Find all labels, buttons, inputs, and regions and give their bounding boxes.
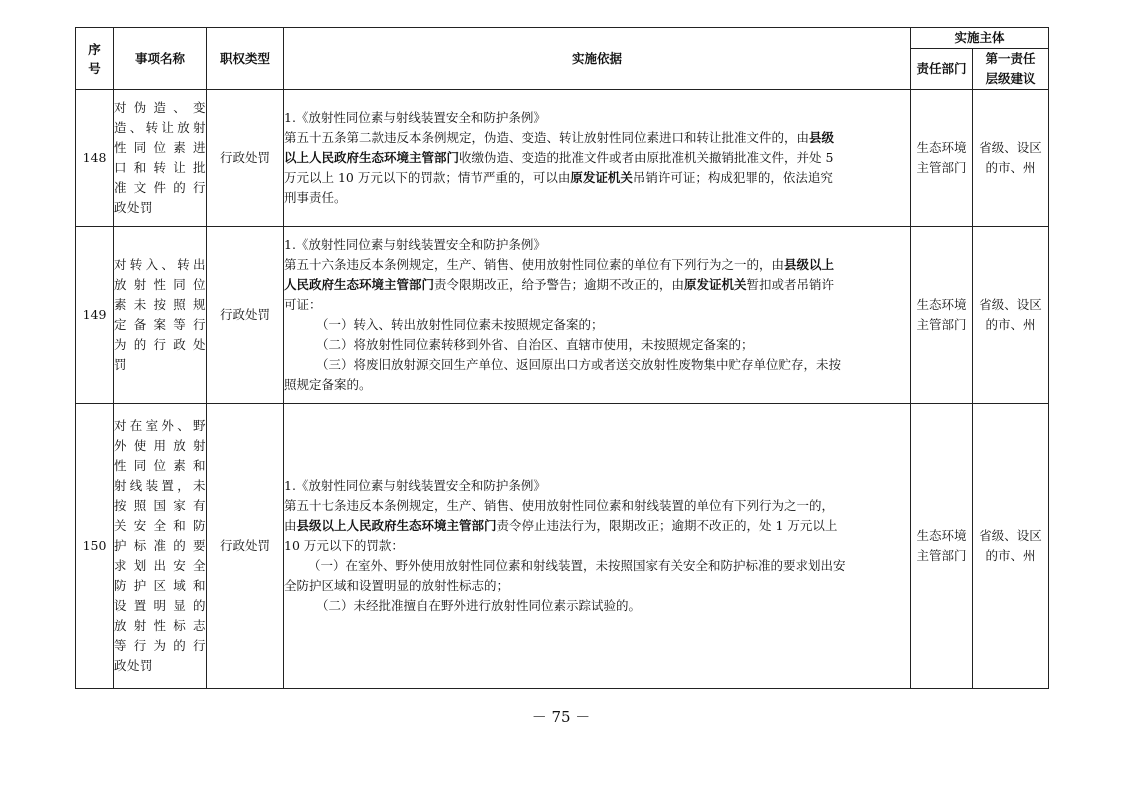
item-name-line: 放射性标志 (114, 618, 206, 633)
table-row (76, 90, 1049, 227)
header-subject-group: 实施主体 (911, 28, 1049, 49)
basis-line: 以上人民政府生态环境主管部门收缴伪造、变造的批准文件或者由原批准机关撤销批准文件，并处 5 (284, 150, 834, 165)
item-name-line: 造、转让放射 (114, 120, 206, 135)
row-number: 148 (76, 90, 114, 227)
basis-line: 1.《放射性同位素与射线装置安全和防护条例》 (284, 478, 546, 493)
item-name-line: 防护区域和 (114, 578, 206, 593)
item-name-line: 按照国家有 (114, 498, 206, 513)
row-number: 150 (76, 404, 114, 689)
basis-line: （一）转入、转出放射性同位素未按照规定备案的； (316, 317, 604, 332)
item-name-line: 政处罚 (114, 658, 154, 673)
responsible-dept: 生态环境 主管部门 (911, 90, 973, 227)
item-name (114, 227, 207, 404)
basis-text (284, 227, 911, 404)
basis-line: 照规定备案的。 (284, 377, 372, 392)
basis-line: 由县级以上人民政府生态环境主管部门责令停止违法行为，限期改正；逾期不改正的，处 1 万元以上 (284, 518, 838, 533)
item-name-line: 罚 (114, 357, 128, 372)
responsibility-level: 省级、设区 的市、州 (973, 90, 1049, 227)
item-name-line: 政处罚 (114, 200, 154, 215)
basis-line: 第五十六条违反本条例规定，生产、销售、使用放射性同位素的单位有下列行为之一的，由县级以上 (284, 257, 835, 272)
item-name-line: 求划出安全 (114, 558, 206, 573)
item-name-line: 设置明显的 (114, 598, 206, 613)
header-level (973, 49, 1049, 90)
item-name-line: 性同位素和 (114, 458, 206, 473)
power-type: 行政处罚 (207, 90, 284, 227)
basis-line: 万元以上 10 万元以下的罚款；情节严重的，可以由原发证机关吊销许可证；构成犯罪的，依法追究 (284, 170, 833, 185)
item-name (114, 404, 207, 689)
basis-line: （一）在室外、野外使用放射性同位素和射线装置，未按照国家有关安全和防护标准的要求划出安 (308, 558, 846, 573)
responsible-dept: 生态环境 主管部门 (911, 404, 973, 689)
header-seq-line2: 号 (88, 60, 101, 76)
basis-line: 第五十五条第二款违反本条例规定，伪造、变造、转让放射性同位素进口和转让批准文件的，由县级 (284, 130, 835, 145)
basis-line: 10 万元以下的罚款： (284, 538, 404, 553)
basis-line: 全防护区域和设置明显的放射性标志的； (284, 578, 510, 593)
item-name-line: 定备案等行 (114, 317, 206, 332)
basis-line: （三）将废旧放射源交回生产单位、返回原出口方或者送交放射性废物集中贮存单位贮存，未按 (316, 357, 842, 372)
basis-line: （二）未经批准擅自在野外进行放射性同位素示踪试验的。 (316, 598, 642, 613)
basis-text (284, 404, 911, 689)
header-seq (76, 28, 114, 90)
row-number: 149 (76, 227, 114, 404)
basis-line: 第五十七条违反本条例规定，生产、销售、使用放射性同位素和射线装置的单位有下列行为之一的， (284, 498, 835, 513)
table-row (76, 227, 1049, 404)
responsibility-level: 省级、设区 的市、州 (973, 404, 1049, 689)
power-type: 行政处罚 (207, 404, 284, 689)
header-item-name: 事项名称 (114, 28, 207, 90)
item-name-line: 性同位素进 (114, 140, 206, 155)
header-power-type: 职权类型 (207, 28, 284, 90)
item-name-line: 护标准的要 (114, 538, 206, 553)
item-name-line: 等行为的行 (114, 638, 206, 653)
basis-line: 可证： (284, 297, 322, 312)
table-row (76, 404, 1049, 689)
basis-text (284, 90, 911, 227)
page-number: － 75 － (531, 708, 591, 726)
header-basis: 实施依据 (284, 28, 911, 90)
header-level-line1: 第一责任 (985, 51, 1036, 66)
basis-line: 刑事责任。 (284, 190, 347, 205)
basis-line: 1.《放射性同位素与射线装置安全和防护条例》 (284, 237, 546, 252)
item-name-line: 对在室外、野 (114, 418, 206, 433)
item-name-line: 对转入、转出 (114, 257, 206, 272)
basis-line: 人民政府生态环境主管部门责令限期改正，给予警告；逾期不改正的，由原发证机关暂扣或者吊销许 (284, 277, 835, 292)
header-dept: 责任部门 (911, 49, 973, 90)
responsibility-level: 省级、设区 的市、州 (973, 227, 1049, 404)
item-name-line: 为的行政处 (114, 337, 206, 352)
item-name-line: 外使用放射 (114, 438, 206, 453)
header-seq-line1: 序 (88, 41, 101, 57)
enforcement-table (75, 27, 1049, 689)
power-type: 行政处罚 (207, 227, 284, 404)
item-name-line: 口和转让批 (114, 160, 206, 175)
header-level-line2: 层级建议 (985, 71, 1036, 86)
item-name-line: 射线装置，未 (114, 478, 206, 493)
item-name-line: 准文件的行 (114, 180, 206, 195)
basis-line: 1.《放射性同位素与射线装置安全和防护条例》 (284, 110, 546, 125)
basis-line: （二）将放射性同位素转移到外省、自治区、直辖市使用，未按照规定备案的； (316, 337, 754, 352)
item-name (114, 90, 207, 227)
item-name-line: 对伪造、变 (114, 100, 206, 115)
item-name-line: 放射性同位 (114, 277, 206, 292)
item-name-line: 关安全和防 (114, 518, 206, 533)
responsible-dept: 生态环境 主管部门 (911, 227, 973, 404)
item-name-line: 素未按照规 (114, 297, 206, 312)
